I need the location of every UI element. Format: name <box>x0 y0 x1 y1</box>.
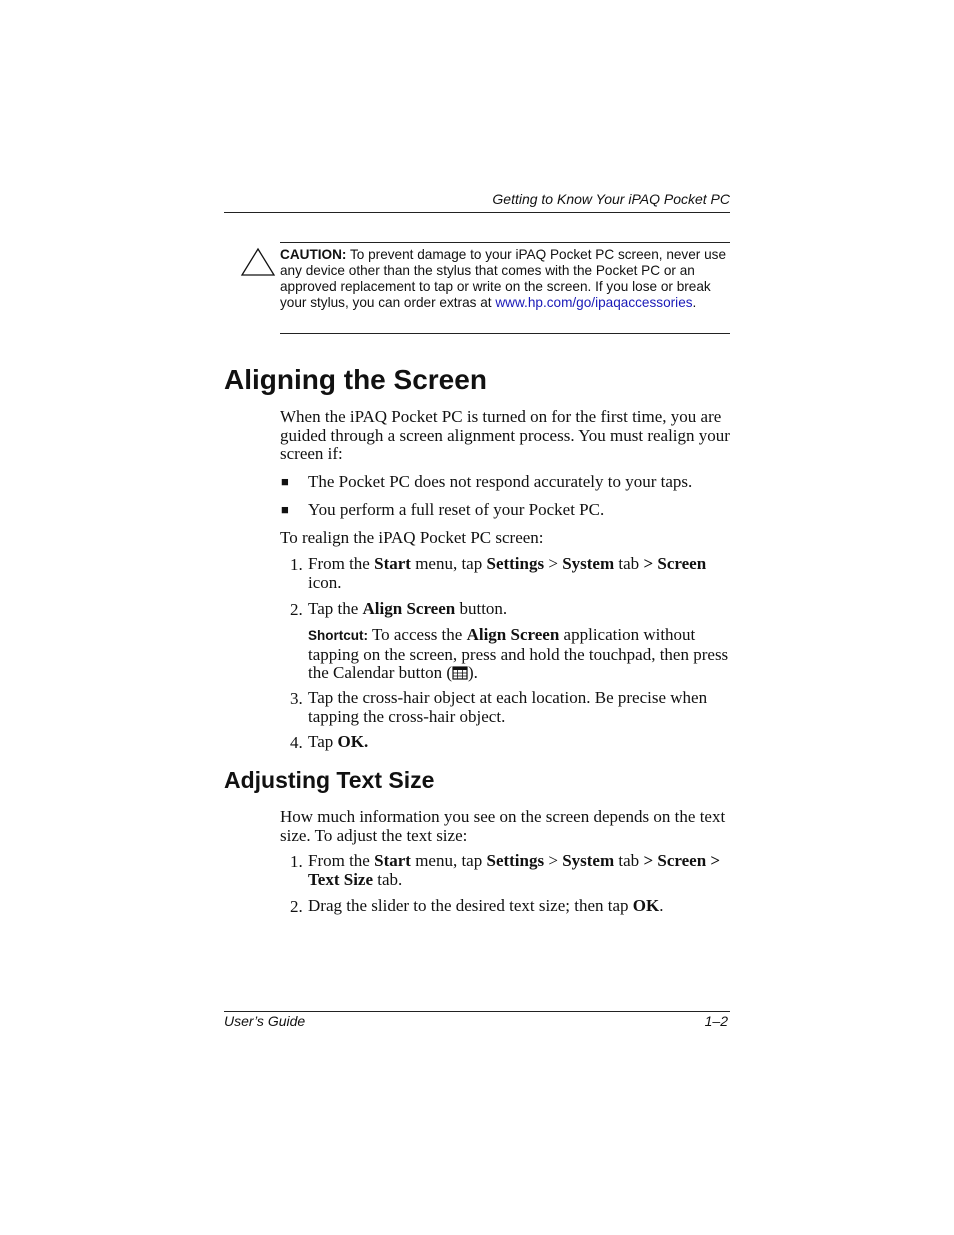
section2-intro: How much information you see on the screen depends on the text size. To adjust the text size: <box>280 807 726 845</box>
bullet-square-icon: ■ <box>281 474 289 489</box>
text-size-step-1: From the Start menu, tap Settings > System tab > Screen > Text Size tab. <box>308 851 721 889</box>
step-number: 2. <box>290 897 303 916</box>
caution-bottom-rule <box>280 333 730 334</box>
running-header: Getting to Know Your iPAQ Pocket PC <box>492 191 730 207</box>
step-number: 4. <box>290 733 303 752</box>
caution-body: To prevent damage to your iPAQ Pocket PC screen, never use any device other than the stylus that comes with the Pocket PC or an approved replacement to tap or write on the screen. If you lose or break your stylus, you can order extras at <box>280 247 727 310</box>
shortcut-note: Shortcut: To access the Align Screen application without tapping on the screen, press and hold the touchpad, then press the Calendar button ( ). <box>308 626 733 685</box>
step-2-text: Tap the Align Screen button. <box>308 599 508 618</box>
footer-rule <box>224 1011 730 1012</box>
caution-label: CAUTION: <box>280 247 347 262</box>
bullet-item: You perform a full reset of your Pocket PC. <box>308 500 605 519</box>
page-number: 1–2 <box>704 1013 728 1029</box>
step-1-text: From the Start menu, tap Settings > System tab > Screen icon. <box>308 554 707 592</box>
footer-guide-title: User’s Guide <box>224 1013 306 1029</box>
step-3-text: Tap the cross-hair object at each location. Be precise when tapping the cross-hair object. <box>308 688 708 726</box>
caution-top-rule <box>280 242 730 243</box>
section1-intro: When the iPAQ Pocket PC is turned on for the first time, you are guided through a screen alignment process. You must realign your screen if: <box>280 407 730 463</box>
step-number: 2. <box>290 600 303 619</box>
step-number: 1. <box>290 555 303 574</box>
bullet-square-icon: ■ <box>281 502 289 517</box>
caution-note: CAUTION: To prevent damage to your iPAQ Pocket PC screen, never use any device other than the stylus that comes with the Pocket PC or an approved replacement to tap or write on the screen. If you lose or break your stylus, you can order extras at www.hp.com/go/ipaqaccessories. <box>280 247 727 310</box>
section-title-aligning: Aligning the Screen <box>224 364 487 395</box>
text-size-step-2: Drag the slider to the desired text size; then tap OK. <box>308 896 664 915</box>
realign-lead: To realign the iPAQ Pocket PC screen: <box>280 528 544 547</box>
shortcut-label: Shortcut: <box>308 628 368 643</box>
bullet-item: The Pocket PC does not respond accurately to your taps. <box>308 472 693 491</box>
accessories-link[interactable]: www.hp.com/go/ipaqaccessories <box>495 295 693 310</box>
section-title-adjusting: Adjusting Text Size <box>224 767 435 793</box>
warning-triangle-icon <box>240 247 276 282</box>
step-number: 3. <box>290 689 303 708</box>
step-4-text: Tap OK. <box>308 732 369 751</box>
step-number: 1. <box>290 852 303 871</box>
header-rule <box>224 212 730 213</box>
calendar-button-icon <box>452 666 468 685</box>
